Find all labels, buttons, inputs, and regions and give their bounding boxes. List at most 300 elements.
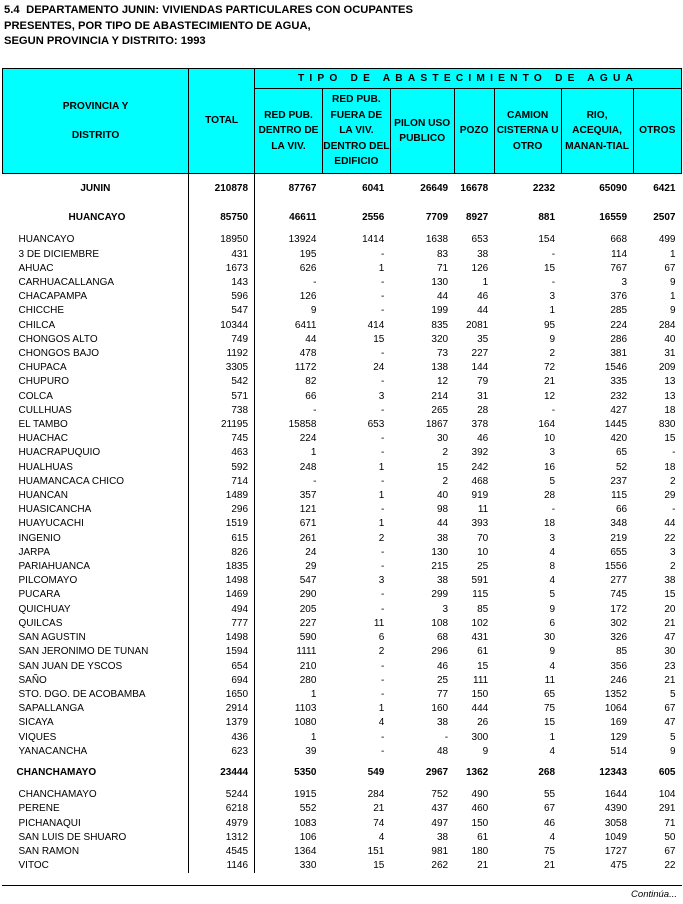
- cell-value: 46: [477, 291, 489, 303]
- cell-value: 16678: [460, 183, 489, 194]
- cell-value: 1445: [604, 419, 628, 431]
- cell-value: -: [551, 504, 556, 516]
- cell-value: 4: [549, 745, 556, 757]
- row-name: SAÑO: [18, 674, 47, 686]
- cell-value: 547: [255, 574, 323, 588]
- cell-value: 25: [477, 561, 489, 573]
- cell-value: 6421: [653, 183, 676, 194]
- row-name: CHONGOS BAJO: [18, 348, 100, 360]
- cell-value: 286: [610, 333, 628, 345]
- cell-value: 16559: [599, 212, 628, 224]
- cell-value: 164: [538, 419, 556, 431]
- cell-value: 61: [477, 646, 489, 658]
- row-name: COLCA: [18, 390, 53, 402]
- cell-value: 39: [255, 745, 323, 759]
- cell-value: 126: [255, 290, 323, 304]
- cell-value: -: [255, 276, 323, 290]
- cell-value: 356: [610, 660, 628, 672]
- cell-value: 15858: [255, 418, 323, 432]
- cell-value: 18: [543, 518, 556, 530]
- cell-value: 478: [255, 347, 323, 361]
- cell-value: 494: [189, 603, 255, 617]
- cell-value: 596: [189, 290, 255, 304]
- cell-value: 1835: [189, 560, 255, 574]
- cell-value: 4: [549, 831, 556, 843]
- cell-value: 542: [189, 375, 255, 389]
- header-col-otros: OTROS: [633, 89, 681, 174]
- cell-value: 67: [664, 703, 676, 715]
- cell-value: 277: [610, 575, 628, 587]
- cell-value: 68: [436, 632, 449, 644]
- cell-value: 296: [431, 646, 449, 658]
- cell-value: -: [380, 660, 385, 672]
- row-name: QUICHUAY: [18, 603, 71, 615]
- cell-value: 393: [471, 518, 489, 530]
- cell-value: 381: [610, 348, 628, 360]
- cell-value: 749: [189, 333, 255, 347]
- title-line-2: PRESENTES, POR TIPO DE ABASTECIMIENTO DE AGUA,: [4, 19, 311, 32]
- cell-value: 150: [471, 688, 489, 700]
- cell-value: 1727: [604, 845, 628, 857]
- cell-value: -: [380, 447, 385, 459]
- cell-value: 3: [549, 291, 556, 303]
- cell-value: 2556: [362, 212, 385, 224]
- cell-value: 130: [431, 277, 449, 289]
- district-row: [3, 276, 682, 290]
- cell-value: 268: [538, 766, 556, 778]
- cell-value: 3058: [604, 817, 628, 829]
- district-row: [3, 290, 682, 304]
- cell-value: 261: [255, 532, 323, 546]
- cell-value: 919: [471, 490, 489, 502]
- header-col-red-dentro: RED PUB. DENTRO DE LA VIV.: [255, 89, 323, 174]
- cell-value: -: [380, 248, 385, 260]
- cell-value: 15: [373, 333, 385, 345]
- district-row: [3, 347, 682, 361]
- cell-value: -: [255, 475, 323, 489]
- cell-value: 437: [431, 803, 449, 815]
- cell-value: 70: [477, 532, 489, 544]
- row-name: PERENE: [18, 803, 60, 815]
- district-row: [3, 702, 682, 716]
- bottom-rule: [2, 885, 682, 886]
- row-name: HUASICANCHA: [18, 504, 92, 516]
- cell-value: 15: [543, 717, 556, 729]
- cell-value: 85750: [189, 211, 255, 225]
- cell-value: 1: [549, 305, 556, 317]
- cell-value: 1362: [465, 766, 489, 778]
- row-name: INGENIO: [18, 532, 61, 544]
- title-number: 5.4: [4, 4, 20, 16]
- cell-value: 431: [471, 632, 489, 644]
- cell-value: 4545: [189, 845, 255, 859]
- cell-value: 4979: [189, 817, 255, 831]
- cell-value: 29: [255, 560, 323, 574]
- row-name: SAPALLANGA: [18, 703, 84, 715]
- cell-value: 30: [543, 632, 556, 644]
- cell-value: 745: [610, 589, 628, 601]
- row-name: VIQUES: [18, 731, 57, 743]
- cell-value: 26: [477, 717, 489, 729]
- spacer-row: [3, 780, 682, 788]
- cell-value: 668: [610, 234, 628, 246]
- cell-value: 71: [436, 262, 449, 274]
- cell-value: 28: [543, 490, 556, 502]
- cell-value: 1080: [255, 716, 323, 730]
- cell-value: 615: [189, 532, 255, 546]
- cell-value: 3: [442, 603, 449, 615]
- cell-value: 9: [255, 304, 323, 318]
- cell-value: 427: [610, 404, 628, 416]
- cell-value: 3: [549, 532, 556, 544]
- district-row: [3, 333, 682, 347]
- cell-value: 714: [189, 475, 255, 489]
- cell-value: 2: [669, 475, 676, 487]
- cell-value: 414: [367, 319, 385, 331]
- cell-value: -: [551, 277, 556, 289]
- cell-value: 219: [610, 532, 628, 544]
- district-row: [3, 731, 682, 745]
- continua-label: Continúa...: [631, 889, 677, 900]
- cell-value: 1489: [189, 489, 255, 503]
- cell-value: 21: [664, 674, 676, 686]
- cell-value: -: [380, 404, 385, 416]
- row-name: CHILCA: [18, 319, 56, 331]
- cell-value: 300: [471, 731, 489, 743]
- cell-value: 1103: [255, 702, 323, 716]
- cell-value: 654: [189, 660, 255, 674]
- cell-value: 10: [543, 433, 556, 445]
- cell-value: 224: [255, 432, 323, 446]
- cell-value: 150: [471, 817, 489, 829]
- row-name: HUACRAPUQUIO: [18, 447, 101, 459]
- cell-value: 15: [477, 660, 489, 672]
- cell-value: 2: [442, 475, 449, 487]
- district-row: [3, 560, 682, 574]
- row-name: HUANCAN: [18, 490, 68, 502]
- cell-value: 22: [664, 860, 676, 872]
- district-row: [3, 688, 682, 702]
- cell-value: 335: [610, 376, 628, 388]
- cell-value: 5350: [255, 766, 323, 780]
- cell-value: 215: [431, 561, 449, 573]
- cell-value: 66: [255, 390, 323, 404]
- cell-value: 830: [658, 419, 676, 431]
- title-line-3: SEGUN PROVINCIA Y DISTRITO: 1993: [4, 35, 206, 48]
- cell-value: 77: [436, 688, 449, 700]
- cell-value: 48: [436, 745, 449, 757]
- cell-value: 11: [373, 617, 385, 629]
- cell-value: 248: [255, 461, 323, 475]
- cell-value: 767: [610, 262, 628, 274]
- cell-value: 24: [373, 362, 385, 374]
- district-row: [3, 631, 682, 645]
- cell-value: 514: [610, 745, 628, 757]
- cell-value: 38: [436, 575, 449, 587]
- cell-value: 47: [664, 717, 676, 729]
- cell-value: 82: [255, 375, 323, 389]
- cell-value: 104: [658, 789, 676, 801]
- table-body: [3, 174, 682, 874]
- cell-value: 392: [471, 447, 489, 459]
- header-col-pozo: POZO: [454, 89, 494, 174]
- cell-value: 431: [189, 248, 255, 262]
- cell-value: 1379: [189, 716, 255, 730]
- cell-value: 1546: [604, 362, 628, 374]
- spacer-row: [3, 204, 682, 211]
- cell-value: 46: [477, 433, 489, 445]
- cell-value: 8927: [465, 212, 489, 224]
- district-row: [3, 617, 682, 631]
- cell-value: 1111: [255, 645, 323, 659]
- cell-value: 24: [255, 546, 323, 560]
- district-row: [3, 817, 682, 831]
- cell-value: 16: [543, 461, 556, 473]
- cell-value: 35: [477, 333, 489, 345]
- district-row: [3, 475, 682, 489]
- cell-value: 21195: [189, 418, 255, 432]
- district-row: [3, 446, 682, 460]
- cell-value: 5: [669, 688, 676, 700]
- district-row: [3, 503, 682, 517]
- cell-value: -: [551, 404, 556, 416]
- cell-value: 214: [431, 390, 449, 402]
- cell-value: 6041: [362, 183, 385, 194]
- row-name: CARHUACALLANGA: [18, 277, 115, 289]
- row-name: HUAYUCACHI: [18, 518, 84, 530]
- row-name: CHICCHE: [18, 305, 65, 317]
- cell-value: 102: [471, 617, 489, 629]
- cell-value: 38: [436, 532, 449, 544]
- cell-value: 46: [543, 817, 556, 829]
- cell-value: -: [672, 447, 676, 459]
- cell-value: 83: [436, 248, 449, 260]
- cell-value: 745: [189, 432, 255, 446]
- cell-value: 143: [189, 276, 255, 290]
- cell-value: 66: [615, 504, 628, 516]
- row-name: JUNIN: [80, 183, 111, 194]
- cell-value: 18: [664, 461, 676, 473]
- cell-value: 205: [255, 603, 323, 617]
- district-row: [3, 660, 682, 674]
- cell-value: 23: [664, 660, 676, 672]
- cell-value: 3: [378, 390, 385, 402]
- row-name: QUILCAS: [18, 617, 63, 629]
- cell-value: 357: [255, 489, 323, 503]
- cell-value: 38: [664, 575, 676, 587]
- district-row: [3, 461, 682, 475]
- cell-value: 44: [255, 333, 323, 347]
- district-row: [3, 248, 682, 262]
- district-row: [3, 574, 682, 588]
- cell-value: 291: [658, 803, 676, 815]
- table-title: [4, 3, 413, 50]
- province-row: [3, 211, 682, 225]
- header-col-rio: RIO, ACEQUIA, MANAN-TIAL: [561, 89, 633, 174]
- cell-value: 50: [664, 831, 676, 843]
- cell-value: 378: [471, 419, 489, 431]
- cell-value: 55: [543, 789, 556, 801]
- cell-value: 114: [611, 248, 628, 260]
- cell-value: 12: [543, 390, 556, 402]
- cell-value: 9: [669, 745, 676, 757]
- cell-value: 1: [378, 703, 385, 715]
- cell-value: 9: [549, 646, 556, 658]
- cell-value: 3: [378, 575, 385, 587]
- cell-value: 21: [477, 860, 489, 872]
- cell-value: 151: [367, 845, 385, 857]
- cell-value: 15: [373, 860, 385, 872]
- district-row: [3, 845, 682, 859]
- cell-value: 1673: [189, 262, 255, 276]
- cell-value: 2081: [465, 319, 489, 331]
- cell-value: 9: [669, 277, 676, 289]
- cell-value: 15: [543, 262, 556, 274]
- cell-value: 1: [669, 248, 676, 260]
- cell-value: 65: [543, 688, 556, 700]
- cell-value: 1638: [425, 234, 449, 246]
- cell-value: 9: [549, 333, 556, 345]
- cell-value: 468: [471, 475, 489, 487]
- district-row: [3, 517, 682, 531]
- cell-value: -: [380, 291, 385, 303]
- cell-value: 463: [189, 446, 255, 460]
- spacer-row: [3, 759, 682, 766]
- cell-value: 1498: [189, 631, 255, 645]
- cell-value: 172: [610, 603, 628, 615]
- row-name: PUCARA: [18, 589, 61, 601]
- cell-value: 1352: [604, 688, 628, 700]
- cell-value: -: [380, 305, 385, 317]
- cell-value: 280: [255, 674, 323, 688]
- cell-value: 232: [610, 390, 628, 402]
- cell-value: 6218: [189, 802, 255, 816]
- cell-value: 65: [615, 447, 628, 459]
- district-row: [3, 745, 682, 759]
- cell-value: 5244: [189, 788, 255, 802]
- cell-value: 1: [255, 446, 323, 460]
- cell-value: 44: [436, 518, 449, 530]
- cell-value: 67: [664, 845, 676, 857]
- district-row: [3, 588, 682, 602]
- cell-value: 4: [378, 717, 385, 729]
- cell-value: 210878: [189, 182, 255, 196]
- header-province-district: [3, 69, 189, 174]
- cell-value: -: [380, 546, 385, 558]
- cell-value: 592: [189, 461, 255, 475]
- cell-value: 11: [544, 674, 556, 686]
- cell-value: 5: [549, 475, 556, 487]
- district-row: [3, 788, 682, 802]
- cell-value: 79: [477, 376, 489, 388]
- spacer-row: [3, 174, 682, 183]
- cell-value: 1414: [362, 234, 385, 246]
- cell-value: 1867: [425, 419, 449, 431]
- cell-value: 302: [610, 617, 628, 629]
- cell-value: 881: [538, 212, 556, 224]
- row-name: CHUPACA: [18, 362, 67, 374]
- cell-value: 44: [664, 518, 676, 530]
- cell-value: 1594: [189, 645, 255, 659]
- cell-value: 1364: [255, 845, 323, 859]
- cell-value: 61: [477, 831, 489, 843]
- cell-value: 1498: [189, 574, 255, 588]
- cell-value: 4: [549, 546, 556, 558]
- district-row: [3, 859, 682, 873]
- row-name: HUAMANCACA CHICO: [18, 475, 125, 487]
- row-name: PARIAHUANCA: [18, 561, 90, 573]
- cell-value: 6: [378, 632, 385, 644]
- cell-value: 653: [471, 234, 489, 246]
- cell-value: -: [380, 348, 385, 360]
- cell-value: 38: [436, 717, 449, 729]
- cell-value: 85: [615, 646, 628, 658]
- cell-value: 1: [255, 688, 323, 702]
- cell-value: 85: [477, 603, 489, 615]
- cell-value: 671: [255, 517, 323, 531]
- district-row: [3, 304, 682, 318]
- cell-value: 52: [615, 461, 628, 473]
- cell-value: 1: [378, 518, 385, 530]
- cell-value: 129: [610, 731, 628, 743]
- cell-value: 1172: [255, 361, 323, 375]
- cell-value: 5: [549, 589, 556, 601]
- cell-value: 154: [538, 234, 556, 246]
- cell-value: 75: [543, 845, 556, 857]
- cell-value: 72: [543, 362, 556, 374]
- cell-value: 20: [664, 603, 676, 615]
- cell-value: 31: [477, 390, 489, 402]
- header-banner: TIPO DE ABASTECIMIENTO DE AGUA: [255, 69, 682, 89]
- district-row: [3, 390, 682, 404]
- cell-value: 180: [471, 845, 489, 857]
- district-row: [3, 802, 682, 816]
- cell-value: 44: [436, 291, 449, 303]
- cell-value: -: [380, 589, 385, 601]
- cell-value: 3305: [189, 361, 255, 375]
- cell-value: 29: [664, 490, 676, 502]
- cell-value: 3: [669, 546, 676, 558]
- cell-value: 227: [471, 348, 489, 360]
- cell-value: 1650: [189, 688, 255, 702]
- cell-value: 11: [477, 504, 489, 516]
- cell-value: 144: [471, 362, 489, 374]
- cell-value: 981: [431, 845, 449, 857]
- cell-value: 284: [367, 789, 385, 801]
- cell-value: 98: [436, 504, 449, 516]
- row-name: CHANCHAMAYO: [16, 766, 97, 778]
- cell-value: 694: [189, 674, 255, 688]
- row-name: CHANCHAMAYO: [18, 789, 97, 801]
- cell-value: 262: [431, 860, 449, 872]
- cell-value: 26649: [420, 183, 449, 194]
- province-row: [3, 766, 682, 780]
- header-col-red-fuera: RED PUB. FUERA DE LA VIV. DENTRO DEL EDIFICIO: [322, 89, 390, 174]
- cell-value: 40: [436, 490, 449, 502]
- cell-value: 23444: [189, 766, 255, 780]
- cell-value: 115: [611, 490, 628, 502]
- district-row: [3, 716, 682, 730]
- cell-value: -: [444, 731, 449, 743]
- cell-value: 10: [477, 546, 489, 558]
- row-name: JARPA: [18, 546, 50, 558]
- cell-value: -: [551, 248, 556, 260]
- cell-value: 73: [436, 348, 449, 360]
- cell-value: 6: [549, 617, 556, 629]
- row-name: CHUPURO: [18, 376, 70, 388]
- cell-value: 1049: [604, 831, 628, 843]
- cell-value: -: [380, 277, 385, 289]
